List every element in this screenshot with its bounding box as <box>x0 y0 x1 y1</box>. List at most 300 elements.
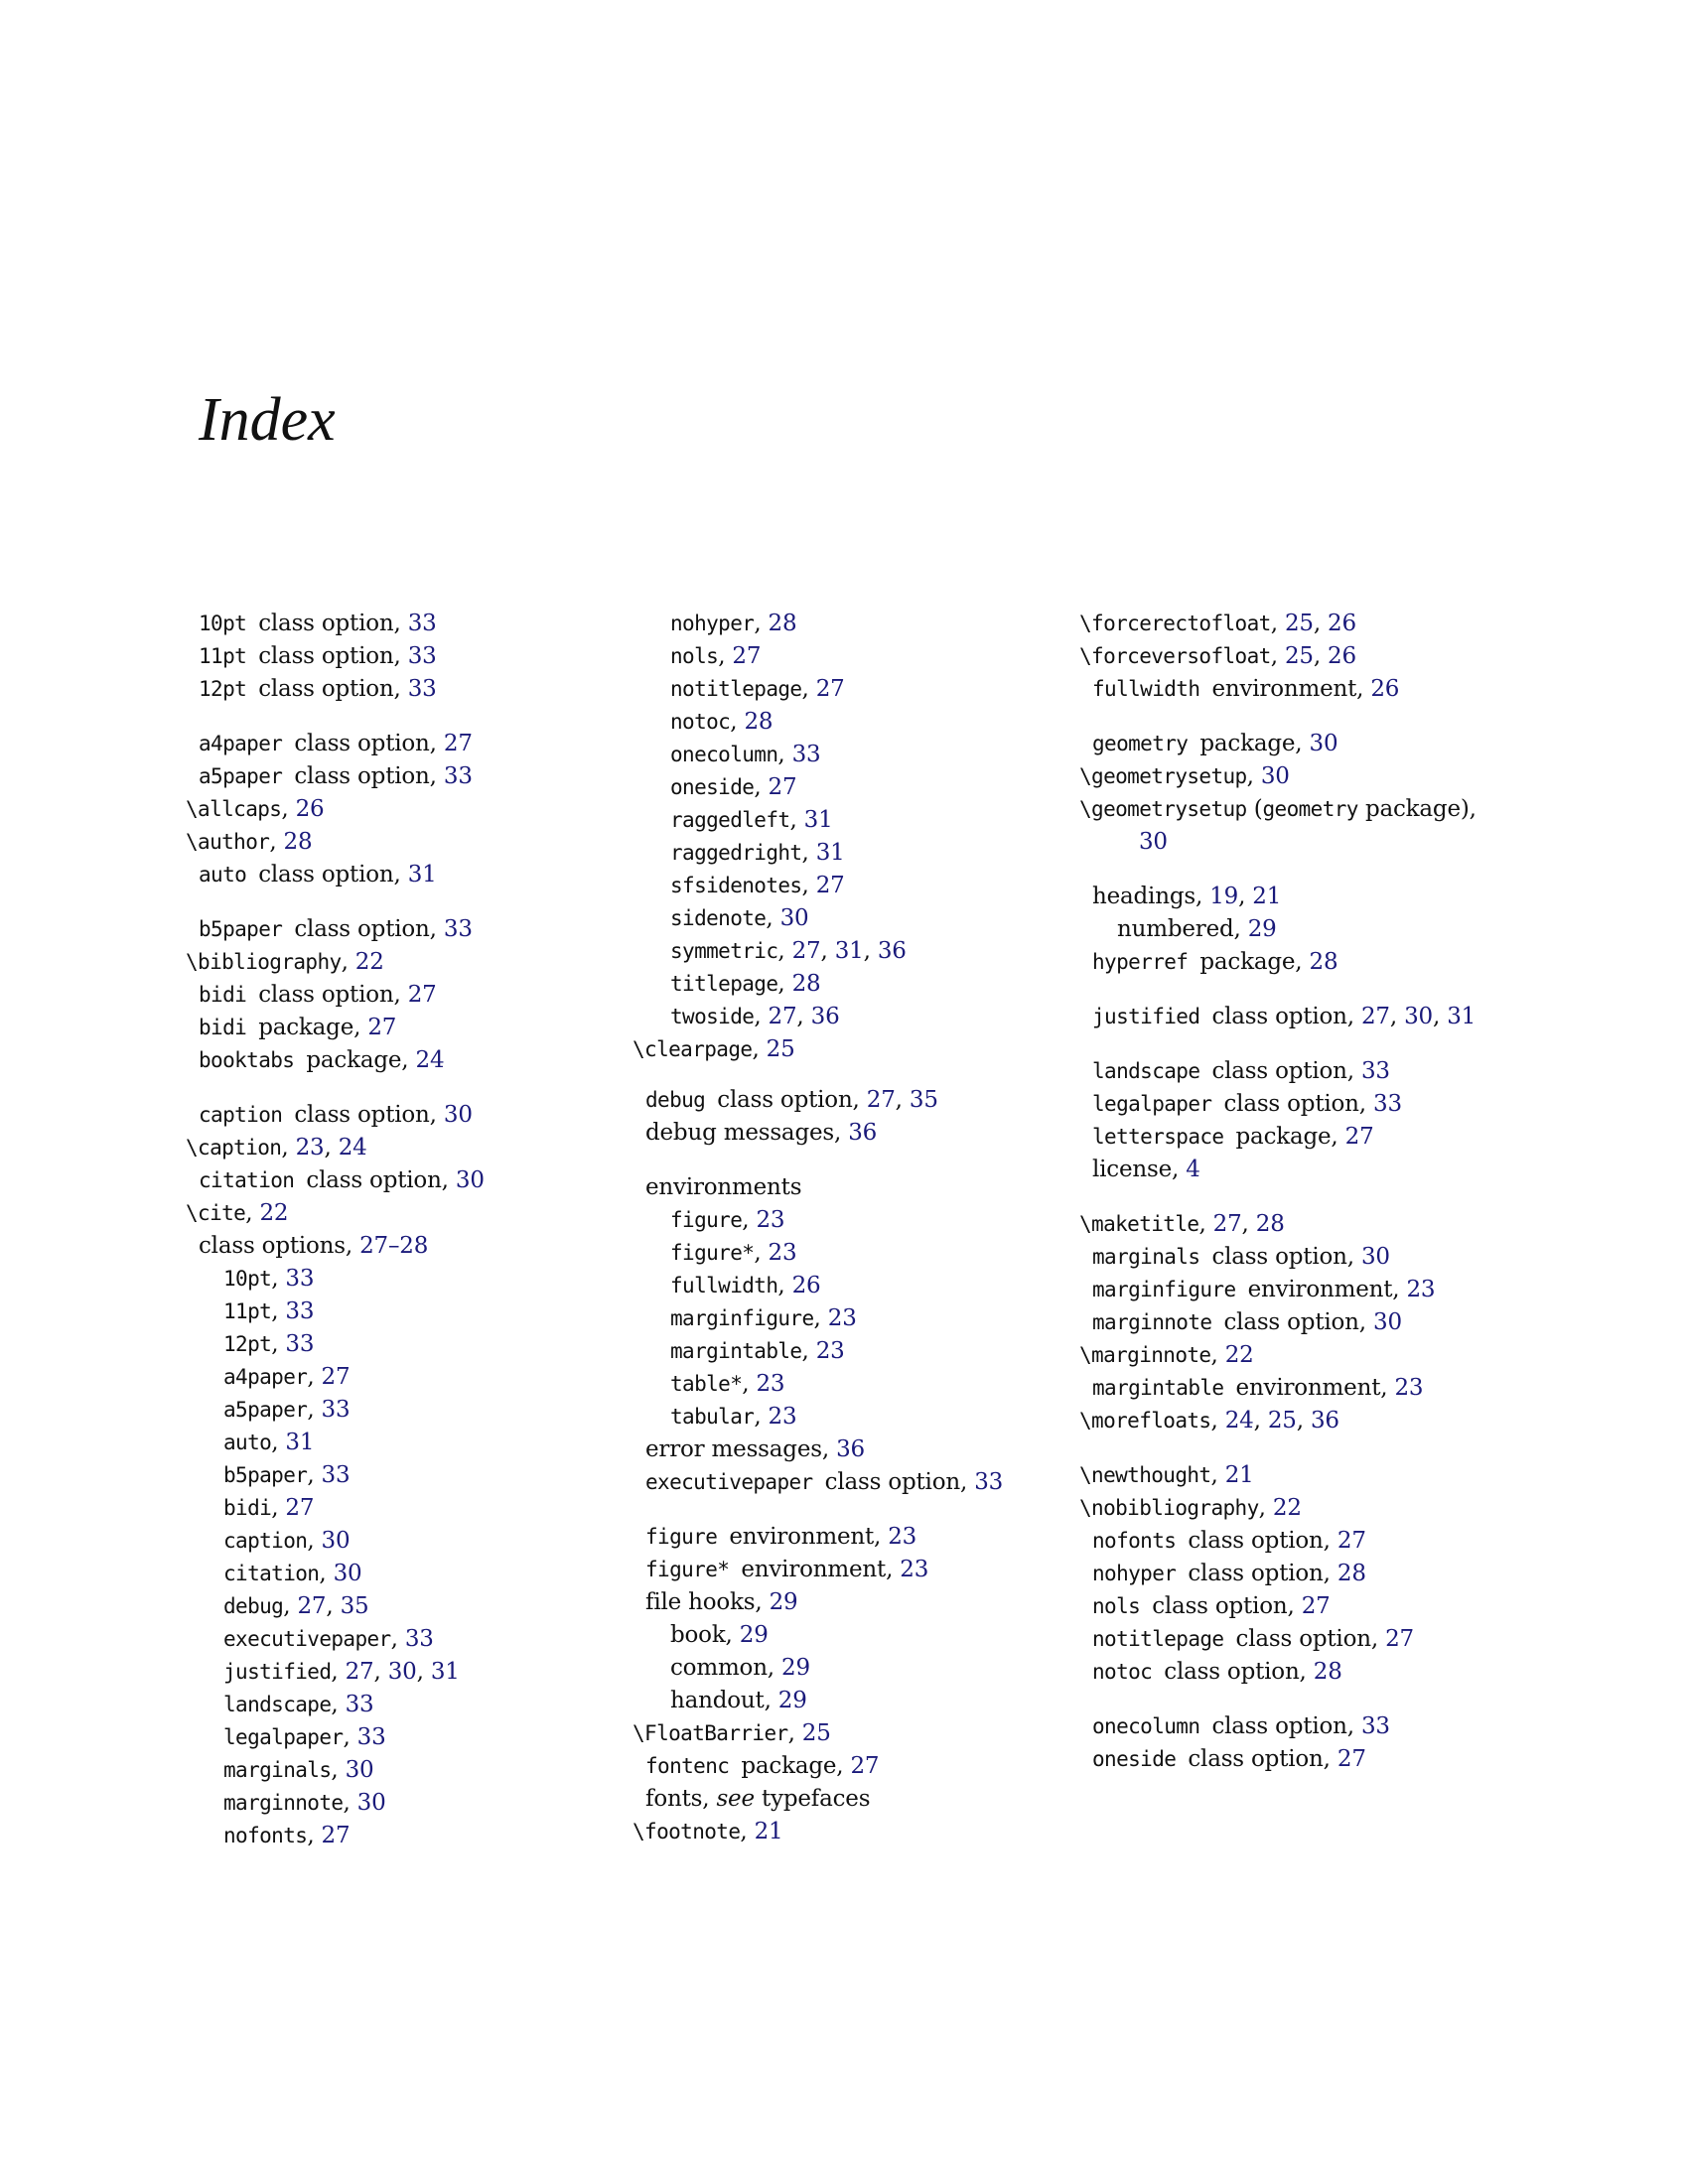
index-keyword: figure <box>645 1525 730 1549</box>
page-number-link[interactable]: 27 <box>768 1004 797 1029</box>
index-text: environment, <box>1235 1375 1395 1401</box>
page-number-link[interactable]: 33 <box>974 1469 1004 1495</box>
index-text: , <box>1313 611 1329 636</box>
page-number-link[interactable]: 22 <box>259 1200 289 1226</box>
index-keyword: titlepage <box>670 972 778 996</box>
page-number-link[interactable]: 30 <box>1360 1244 1390 1270</box>
index-text: class option, <box>1164 1659 1314 1685</box>
index-text: , <box>796 1004 811 1029</box>
index-keyword: sidenote <box>670 906 767 930</box>
index-keyword: fontenc <box>645 1754 742 1778</box>
index-subentry <box>633 1204 1069 1237</box>
index-keyword: a5paper <box>199 764 295 788</box>
index-text: , <box>390 1626 405 1652</box>
index-keyword: justified <box>223 1660 332 1684</box>
index-text: , <box>742 1371 757 1397</box>
page-number-link[interactable]: 21 <box>1224 1462 1254 1488</box>
index-text: , <box>754 611 769 636</box>
index-keyword: geometry <box>1092 732 1200 755</box>
page-number-link[interactable]: 4 <box>1186 1157 1200 1182</box>
index-subentry <box>633 608 1069 640</box>
index-entry <box>1079 1743 1596 1776</box>
index-text: handout, <box>670 1688 778 1713</box>
index-keyword: \geometrysetup <box>1079 797 1247 821</box>
page-number-link[interactable]: 29 <box>739 1622 769 1648</box>
page-number-link[interactable]: 28 <box>744 709 774 735</box>
page-number-link[interactable]: 33 <box>407 676 437 702</box>
index-entry <box>186 608 603 640</box>
page-number-link[interactable]: 30 <box>1139 829 1168 855</box>
index-keyword: executivepaper <box>645 1470 825 1494</box>
index-text: class option, <box>1223 1091 1374 1117</box>
page-number-link[interactable]: 27 <box>1385 1626 1414 1652</box>
index-text: , <box>283 1593 298 1619</box>
page-number-link[interactable]: 24 <box>338 1135 367 1160</box>
index-keyword: nofonts <box>1092 1529 1189 1553</box>
page-number-link[interactable]: 33 <box>407 611 437 636</box>
index-keyword: 12pt <box>223 1332 272 1356</box>
page-number-link[interactable]: 35 <box>909 1087 938 1113</box>
index-keyword: citation <box>223 1562 320 1585</box>
index-entry <box>1079 1208 1596 1241</box>
page-number-link[interactable]: 23 <box>900 1557 929 1582</box>
index-keyword: notoc <box>670 710 731 734</box>
index-text: , <box>269 829 284 855</box>
page-number-link[interactable]: 33 <box>1360 1713 1390 1739</box>
index-text: , <box>1210 1342 1225 1368</box>
page-number-link[interactable]: 27 <box>1344 1124 1374 1150</box>
index-subentry <box>633 804 1069 837</box>
index-keyword: raggedleft <box>670 808 790 832</box>
index-text: , <box>245 1200 260 1226</box>
index-subentry <box>186 1689 603 1721</box>
index-keyword: landscape <box>223 1693 332 1716</box>
index-entry <box>1079 640 1596 673</box>
page-number-link[interactable]: 33 <box>407 643 437 669</box>
index-text: class option, <box>294 763 444 789</box>
index-text: class option, <box>294 731 444 756</box>
index-keyword: sfsidenotes <box>670 874 802 897</box>
index-text: , <box>271 1266 286 1292</box>
index-text: license, <box>1092 1157 1187 1182</box>
page-number-link[interactable]: 27 <box>297 1593 327 1619</box>
index-text: , <box>895 1087 910 1113</box>
page-number-link[interactable]: 27–28 <box>359 1233 429 1259</box>
index-entry <box>1079 1001 1596 1033</box>
page-number-link[interactable]: 33 <box>443 763 473 789</box>
index-text: , <box>754 1404 769 1430</box>
page-number-link[interactable]: 23 <box>295 1135 325 1160</box>
index-text: ( <box>1246 796 1263 822</box>
index-keyword: geometry <box>1262 797 1358 821</box>
page-number-link[interactable]: 31 <box>285 1430 315 1455</box>
page-number-link[interactable]: 36 <box>1310 1408 1339 1433</box>
index-keyword: nohyper <box>670 612 755 635</box>
page-number-link[interactable]: 27 <box>866 1087 896 1113</box>
page-number-link[interactable]: 23 <box>768 1404 797 1430</box>
page-number-link[interactable]: 27 <box>815 676 845 702</box>
page-number-link[interactable]: 23 <box>827 1305 857 1331</box>
page-number-link[interactable]: 28 <box>1255 1211 1285 1237</box>
page-number-link[interactable]: 27 <box>443 731 473 756</box>
index-entry <box>186 1044 603 1077</box>
index-keyword: oneside <box>670 775 755 799</box>
index-keyword: fullwidth <box>1092 677 1212 701</box>
index-keyword: marginfigure <box>670 1306 814 1330</box>
index-subentry <box>1079 913 1596 946</box>
index-subentry <box>186 1820 603 1852</box>
page-number-link[interactable]: 29 <box>777 1688 807 1713</box>
index-keyword: \newthought <box>1079 1463 1211 1487</box>
index-subentry <box>186 1787 603 1820</box>
page-number-link[interactable]: 33 <box>1360 1058 1390 1084</box>
index-keyword: 10pt <box>223 1267 272 1291</box>
index-entry <box>186 1230 603 1263</box>
page-number-link[interactable]: 33 <box>285 1266 315 1292</box>
index-entry <box>186 1012 603 1044</box>
index-keyword: \forceversofloat <box>1079 644 1271 668</box>
index-keyword: notitlepage <box>1092 1627 1236 1651</box>
page-number-link[interactable]: 36 <box>836 1436 865 1462</box>
page-number-link[interactable]: 35 <box>340 1593 369 1619</box>
page-number-link[interactable]: 25 <box>1284 643 1314 669</box>
page-number-link[interactable]: 25 <box>1284 611 1314 636</box>
index-keyword: legalpaper <box>223 1725 344 1749</box>
index-text: package, <box>306 1047 416 1073</box>
index-text: class option, <box>1188 1561 1337 1586</box>
index-keyword: 11pt <box>223 1299 272 1323</box>
index-text: fonts, <box>645 1786 717 1812</box>
page-number-link[interactable]: 27 <box>321 1823 351 1848</box>
index-entry <box>633 1117 1069 1150</box>
index-column-2 <box>633 608 1069 1848</box>
page-number-link[interactable]: 27 <box>791 938 821 964</box>
index-text: class option, <box>258 611 408 636</box>
index-column-1 <box>186 608 603 1852</box>
index-text: class option, <box>306 1167 456 1193</box>
page-number-link[interactable]: 27 <box>407 982 437 1008</box>
index-text: , <box>271 1430 286 1455</box>
index-text: , <box>740 1819 755 1844</box>
index-text: environment, <box>741 1557 901 1582</box>
page-number-link[interactable]: 30 <box>345 1757 374 1783</box>
page-number-link[interactable]: 27 <box>1336 1746 1366 1772</box>
index-entry <box>186 826 603 859</box>
index-entry <box>633 1717 1069 1750</box>
page-number-link[interactable]: 22 <box>354 949 384 975</box>
page-number-link[interactable]: 33 <box>285 1298 315 1324</box>
page-number-link[interactable]: 33 <box>791 742 821 767</box>
page-number-link[interactable]: 31 <box>815 840 845 866</box>
index-text: package, <box>741 1753 851 1779</box>
index-keyword: \maketitle <box>1079 1212 1199 1236</box>
index-entry <box>633 1750 1069 1783</box>
index-subentry <box>633 837 1069 870</box>
index-entry <box>633 1033 1069 1066</box>
index-keyword: \allcaps <box>186 797 282 821</box>
page-number-link[interactable]: 23 <box>1394 1375 1424 1401</box>
page-number-link[interactable]: 33 <box>321 1397 351 1423</box>
page-number-link[interactable]: 23 <box>815 1338 845 1364</box>
page-number-link[interactable]: 25 <box>766 1036 795 1062</box>
index-subentry <box>633 673 1069 706</box>
page-number-link[interactable]: 29 <box>781 1655 810 1681</box>
index-text: , <box>1296 1408 1311 1433</box>
index-text: , <box>789 807 804 833</box>
index-text: , <box>1210 1408 1225 1433</box>
index-keyword: b5paper <box>223 1463 308 1487</box>
page-number-link[interactable]: 33 <box>443 916 473 942</box>
index-entry <box>633 1466 1069 1499</box>
index-keyword: nols <box>670 644 719 668</box>
page-number-link[interactable]: 30 <box>1309 731 1338 756</box>
page-number-link[interactable]: 27 <box>1301 1593 1331 1619</box>
index-text: , <box>754 774 769 800</box>
page-number-link[interactable]: 33 <box>285 1331 315 1357</box>
index-text: see <box>716 1786 755 1812</box>
page-number-link[interactable]: 23 <box>768 1240 797 1266</box>
page-number-link[interactable]: 33 <box>404 1626 434 1652</box>
index-text: class option, <box>824 1469 975 1495</box>
page-number-link[interactable]: 30 <box>356 1790 386 1816</box>
index-keyword: nols <box>1092 1594 1153 1618</box>
page-number-link[interactable]: 26 <box>791 1273 821 1298</box>
index-text: class option, <box>1235 1626 1386 1652</box>
page-number-link[interactable]: 31 <box>1447 1004 1477 1029</box>
page-number-link[interactable]: 28 <box>1309 949 1338 975</box>
page-number-link[interactable]: 30 <box>333 1561 362 1586</box>
page-number-link[interactable]: 29 <box>1247 916 1277 942</box>
index-entry <box>1079 1339 1596 1372</box>
index-subentry <box>186 1590 603 1623</box>
index-keyword: bidi <box>199 983 259 1007</box>
page-number-link[interactable]: 27 <box>321 1364 351 1390</box>
index-text: class option, <box>1152 1593 1302 1619</box>
index-keyword: \forcerectofloat <box>1079 612 1271 635</box>
index-entry <box>1079 1405 1596 1437</box>
index-entry <box>633 1783 1069 1816</box>
index-text: , <box>307 1397 322 1423</box>
index-text: , <box>730 709 745 735</box>
index-keyword: debug <box>645 1088 718 1112</box>
index-text: , <box>1198 1211 1213 1237</box>
index-entry <box>186 728 603 760</box>
index-keyword: notoc <box>1092 1660 1165 1684</box>
index-keyword: marginals <box>1092 1245 1212 1269</box>
page-number-link[interactable]: 25 <box>801 1720 831 1746</box>
page-number-link[interactable]: 28 <box>1336 1561 1366 1586</box>
index-keyword: fullwidth <box>670 1274 778 1297</box>
page-number-link[interactable]: 26 <box>1328 643 1356 669</box>
index-text: , <box>801 873 816 898</box>
index-subentry <box>633 771 1069 804</box>
page-number-link[interactable]: 30 <box>321 1528 351 1554</box>
index-subentry <box>186 1263 603 1296</box>
index-subentry <box>633 1001 1069 1033</box>
index-text: , <box>1270 643 1285 669</box>
index-keyword: landscape <box>1092 1059 1212 1083</box>
page-number-link[interactable]: 30 <box>779 905 809 931</box>
page-number-link[interactable]: 22 <box>1224 1342 1254 1368</box>
page-number-link[interactable]: 31 <box>834 938 864 964</box>
index-text: class option, <box>1188 1528 1337 1554</box>
page-number-link[interactable]: 27 <box>768 774 797 800</box>
index-entry <box>1079 1372 1596 1405</box>
index-text: environments <box>645 1174 802 1200</box>
index-text: class option, <box>1211 1244 1361 1270</box>
index-text: , <box>820 938 835 964</box>
index-keyword: \cite <box>186 1201 246 1225</box>
index-text: package, <box>1199 949 1310 975</box>
index-entry <box>186 793 603 826</box>
index-keyword: booktabs <box>199 1048 307 1072</box>
index-entry <box>1079 1590 1596 1623</box>
page-number-link[interactable]: 24 <box>415 1047 445 1073</box>
index-entry <box>1079 881 1596 913</box>
index-text: , <box>863 938 878 964</box>
page-number-link[interactable]: 33 <box>1373 1091 1402 1117</box>
index-keyword: 10pt <box>199 612 259 635</box>
index-keyword: auto <box>223 1431 272 1454</box>
index-text: environment, <box>729 1524 889 1550</box>
page-number-link[interactable]: 26 <box>1370 676 1400 702</box>
index-text: package, <box>258 1015 368 1040</box>
page-number-link[interactable]: 19 <box>1209 884 1239 909</box>
index-text: class option, <box>258 982 408 1008</box>
index-keyword: debug <box>223 1594 284 1618</box>
page-number-link[interactable]: 22 <box>1272 1495 1302 1521</box>
index-keyword: bidi <box>199 1016 259 1039</box>
page-number-link[interactable]: 31 <box>803 807 833 833</box>
page-number-link[interactable]: 27 <box>732 643 762 669</box>
index-entry <box>1079 1088 1596 1121</box>
index-subentry <box>633 1335 1069 1368</box>
page-number-link[interactable]: 36 <box>877 938 907 964</box>
index-text: , <box>1246 763 1261 789</box>
page-number-link[interactable]: 36 <box>810 1004 840 1029</box>
index-keyword: marginnote <box>223 1791 344 1815</box>
index-text: class option, <box>258 643 408 669</box>
index-keyword: marginnote <box>1092 1310 1224 1334</box>
index-text: , <box>331 1757 346 1783</box>
index-subentry <box>186 1427 603 1459</box>
page-number-link[interactable]: 21 <box>1252 884 1282 909</box>
index-text: , <box>1432 1004 1448 1029</box>
index-subentry <box>186 1525 603 1558</box>
page-number-link[interactable]: 27 <box>850 1753 880 1779</box>
index-subentry <box>633 870 1069 902</box>
page-number-link[interactable]: 26 <box>1328 611 1356 636</box>
page-number-link[interactable]: 28 <box>791 971 821 997</box>
page-number-link[interactable]: 30 <box>1404 1004 1433 1029</box>
index-keyword: table* <box>670 1372 743 1396</box>
index-text: package), <box>1357 796 1477 822</box>
index-subentry <box>633 1302 1069 1335</box>
page-number-link[interactable]: 30 <box>455 1167 485 1193</box>
page-number-link[interactable]: 28 <box>1313 1659 1342 1685</box>
page-number-link[interactable]: 24 <box>1224 1408 1254 1433</box>
page-number-link[interactable]: 29 <box>769 1589 798 1615</box>
index-subentry <box>633 640 1069 673</box>
index-text: , <box>416 1659 431 1685</box>
page-number-link[interactable]: 33 <box>345 1692 374 1717</box>
page-number-link[interactable]: 28 <box>283 829 313 855</box>
index-text: , <box>813 1305 828 1331</box>
page-number-link[interactable]: 28 <box>768 611 797 636</box>
page-number-link[interactable]: 23 <box>756 1371 785 1397</box>
page-number-link[interactable]: 27 <box>285 1495 315 1521</box>
index-text: , <box>801 1338 816 1364</box>
index-entry <box>1079 673 1596 706</box>
page-number-link[interactable]: 27 <box>1336 1528 1366 1554</box>
index-text: common, <box>670 1655 782 1681</box>
index-text: , <box>742 1207 757 1233</box>
index-keyword: marginfigure <box>1092 1278 1248 1301</box>
index-keyword: nohyper <box>1092 1562 1189 1585</box>
index-keyword: onecolumn <box>1092 1714 1212 1738</box>
page-number-link[interactable]: 23 <box>756 1207 785 1233</box>
index-entry <box>633 1171 1069 1204</box>
page-number-link[interactable]: 27 <box>1212 1211 1242 1237</box>
index-text: , <box>777 938 792 964</box>
index-keyword: raggedright <box>670 841 802 865</box>
page-number-link[interactable]: 26 <box>295 796 325 822</box>
index-entry <box>1079 1710 1596 1743</box>
index-subentry <box>633 1237 1069 1270</box>
page-number-link[interactable]: 30 <box>443 1102 473 1128</box>
index-entry <box>633 1586 1069 1619</box>
page-number-link[interactable]: 30 <box>1373 1309 1402 1335</box>
index-entry <box>633 1084 1069 1117</box>
index-entry <box>186 760 603 793</box>
index-keyword: twoside <box>670 1005 755 1028</box>
index-keyword: figure* <box>645 1558 742 1581</box>
index-entry <box>1079 1154 1596 1186</box>
index-text: , <box>777 1273 792 1298</box>
index-entry <box>1079 1274 1596 1306</box>
page-number-link[interactable]: 27 <box>367 1015 397 1040</box>
page-number-link[interactable]: 27 <box>1360 1004 1390 1029</box>
page-number-link[interactable]: 31 <box>430 1659 460 1685</box>
index-subentry <box>633 1401 1069 1433</box>
page-number-link[interactable]: 23 <box>888 1524 917 1550</box>
page-number-link[interactable]: 30 <box>1260 763 1290 789</box>
page-number-link[interactable]: 30 <box>387 1659 417 1685</box>
page-number-link[interactable]: 33 <box>321 1462 351 1488</box>
page-number-link[interactable]: 25 <box>1267 1408 1297 1433</box>
index-text: , <box>777 971 792 997</box>
index-text: , <box>319 1561 334 1586</box>
index-subentry <box>633 1652 1069 1685</box>
page-number-link[interactable]: 27 <box>815 873 845 898</box>
page-number-link[interactable]: 33 <box>356 1724 386 1750</box>
page-number-link[interactable]: 27 <box>345 1659 374 1685</box>
index-keyword: symmetric <box>670 939 778 963</box>
index-text: file hooks, <box>645 1589 770 1615</box>
index-subentry <box>186 1754 603 1787</box>
index-keyword: \nobibliography <box>1079 1496 1259 1520</box>
page-number-link[interactable]: 31 <box>407 862 437 887</box>
index-keyword: notitlepage <box>670 677 802 701</box>
index-text: , <box>373 1659 388 1685</box>
index-text: class option, <box>258 676 408 702</box>
page-number-link[interactable]: 21 <box>754 1819 783 1844</box>
index-text: headings, <box>1092 884 1210 909</box>
page-number-link[interactable]: 23 <box>1406 1277 1436 1302</box>
index-keyword: caption <box>223 1529 308 1553</box>
index-keyword: a4paper <box>199 732 295 755</box>
page-number-link[interactable]: 36 <box>848 1120 878 1146</box>
